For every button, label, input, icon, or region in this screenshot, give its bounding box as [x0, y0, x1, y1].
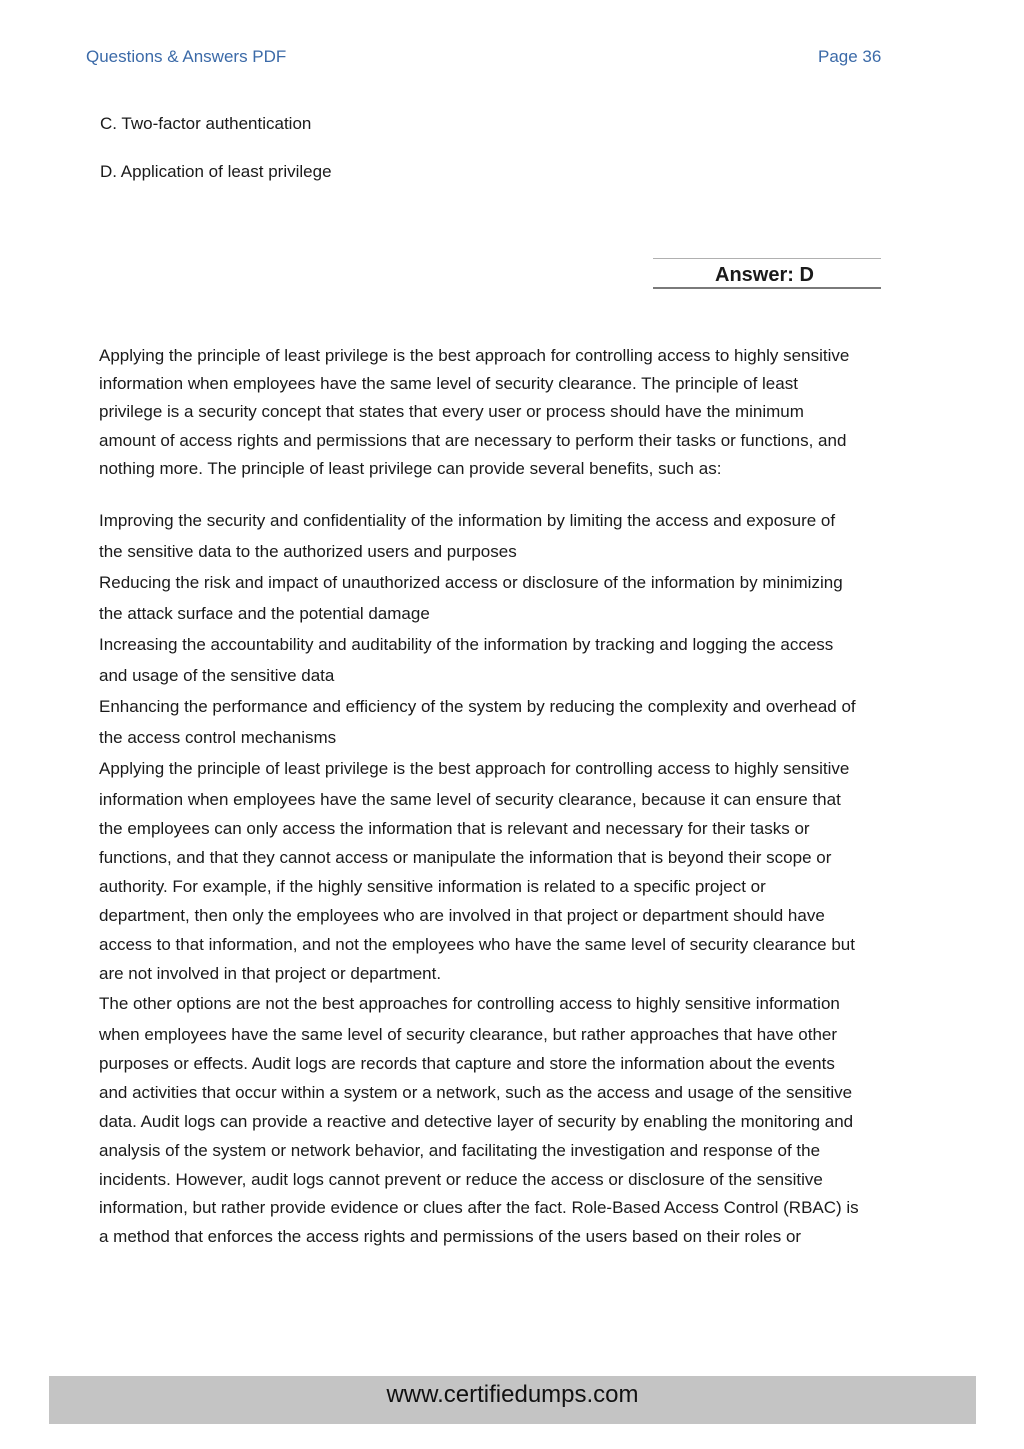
- body-line: Enhancing the performance and efficiency of the system by reducing the complexity and overhead of: [99, 697, 856, 716]
- body-line: Reducing the risk and impact of unauthorized access or disclosure of the information by minimizing: [99, 573, 843, 592]
- option-d: D. Application of least privilege: [100, 162, 332, 181]
- answer-label: Answer: D: [715, 264, 814, 286]
- body-line: data. Audit logs can provide a reactive and detective layer of security by enabling the monitoring and: [99, 1112, 854, 1131]
- body-line: the access control mechanisms: [99, 728, 337, 747]
- page-number: Page 36: [818, 47, 882, 66]
- explanation-intro: [99, 342, 979, 483]
- intro-line: amount of access rights and permissions that are necessary to perform their tasks or functions, and: [99, 430, 847, 450]
- body-line: a method that enforces the access rights and permissions of the users based on their roles or: [99, 1227, 802, 1246]
- body-line: access to that information, and not the employees who have the same level of security clearance but: [99, 935, 855, 954]
- body-line: the sensitive data to the authorized users and purposes: [99, 542, 517, 561]
- body-line: analysis of the system or network behavior, and facilitating the investigation and response of the: [99, 1141, 821, 1160]
- body-line: when employees have the same level of security clearance, but rather approaches that have other: [99, 1025, 838, 1044]
- body-line: The other options are not the best approaches for controlling access to highly sensitive information: [99, 994, 840, 1013]
- body-line: information when employees have the same level of security clearance, because it can ensure that: [99, 790, 841, 809]
- body-line: incidents. However, audit logs cannot prevent or reduce the access or disclosure of the sensitive: [99, 1170, 823, 1189]
- footer-bar: [49, 1376, 976, 1424]
- intro-line: Applying the principle of least privilege is the best approach for controlling access to highly sensitive: [99, 346, 850, 365]
- body-line: are not involved in that project or department.: [99, 964, 442, 983]
- body-line: functions, and that they cannot access or manipulate the information that is beyond their scope or: [99, 848, 832, 867]
- footer-url[interactable]: www.certifiedumps.com: [386, 1381, 639, 1408]
- body-line: purposes or effects. Audit logs are records that capture and store the information about the events: [99, 1054, 835, 1073]
- body-line: and activities that occur within a system or a network, such as the access and usage of the sensitive: [99, 1083, 853, 1102]
- intro-line: information when employees have the same level of security clearance. The principle of least: [99, 374, 798, 394]
- body-line: Increasing the accountability and auditability of the information by tracking and logging the access: [99, 635, 834, 654]
- body-line: the attack surface and the potential damage: [99, 604, 430, 623]
- body-line: authority. For example, if the highly sensitive information is related to a specific project or: [99, 877, 766, 896]
- body-line: Improving the security and confidentiality of the information by limiting the access and exposure of: [99, 511, 836, 530]
- body-line: Applying the principle of least privilege is the best approach for controlling access to highly sensitive: [99, 759, 850, 778]
- option-c: C. Two-factor authentication: [100, 114, 312, 133]
- intro-line: privilege is a security concept that states that every user or process should have the minimum: [99, 402, 804, 422]
- body-line: the employees can only access the information that is relevant and necessary for their tasks or: [99, 819, 810, 838]
- body-line: information, but rather provide evidence or clues after the fact. Role-Based Access Control (RBAC) is: [99, 1198, 859, 1217]
- page-header-title: Questions & Answers PDF: [86, 47, 287, 66]
- body-line: and usage of the sensitive data: [99, 666, 335, 685]
- body-line: department, then only the employees who are involved in that project or department should have: [99, 906, 825, 925]
- intro-line: nothing more. The principle of least privilege can provide several benefits, such as:: [99, 458, 722, 478]
